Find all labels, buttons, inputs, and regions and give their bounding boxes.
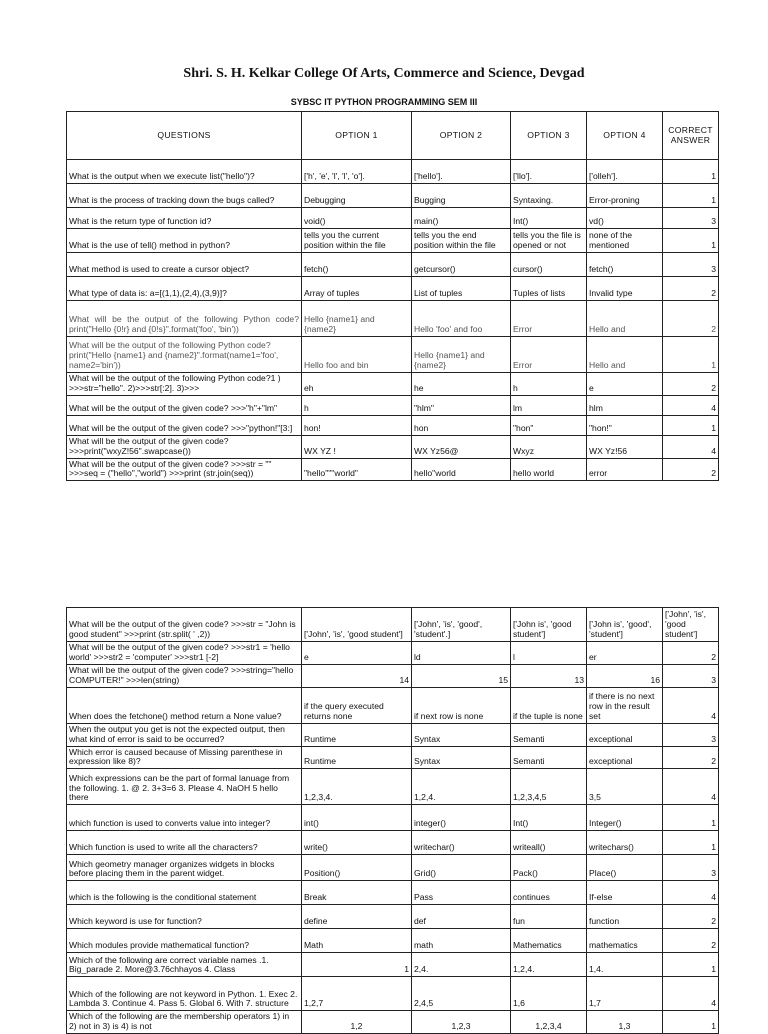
answer-cell: 3 (663, 664, 719, 687)
question-cell: What method is used to create a cursor object? (67, 253, 302, 277)
option3-cell: ['John is', 'good student'] (511, 608, 587, 642)
table-row (67, 160, 719, 184)
table-row (67, 337, 719, 373)
question-cell: What will be the output of the given code? >>>"python!"[3:] (67, 415, 302, 435)
option2-cell: Pass (412, 881, 511, 905)
table-row (67, 855, 719, 881)
option3-cell: 1,6 (511, 977, 587, 1011)
option1-cell: 1,2,3,4. (302, 769, 412, 805)
answer-cell: 2 (663, 642, 719, 665)
college-title: Shri. S. H. Kelkar College Of Arts, Commerce and Science, Devgad (183, 66, 585, 81)
answer-cell: 1 (663, 337, 719, 373)
option3-cell: hello world (511, 458, 587, 481)
option1-cell: WX YZ ! (302, 435, 412, 458)
table-row (67, 184, 719, 208)
option2-cell: Grid() (412, 855, 511, 881)
table-row (67, 953, 719, 977)
question-cell: When the output you get is not the expected output, then what kind of error is said to be occurred? (67, 723, 302, 746)
option1-cell: "hello"""world" (302, 458, 412, 481)
option1-cell: e (302, 642, 412, 665)
table-row (67, 208, 719, 229)
option1-cell: Break (302, 881, 412, 905)
option4-cell: Integer() (587, 805, 663, 831)
answer-cell: 2 (663, 905, 719, 929)
option4-cell: mathematics (587, 929, 663, 953)
answer-cell: 1 (663, 805, 719, 831)
option3-cell: writeall() (511, 831, 587, 855)
option3-cell: 1,2,4. (511, 953, 587, 977)
column-header-option2: OPTION 2 (412, 112, 511, 160)
question-cell: Which of the following are not keyword in Python. 1. Exec 2. Lambda 3. Continue 4. Pass 5. Global 6. With 7. structure (67, 977, 302, 1011)
option4-cell: 1,7 (587, 977, 663, 1011)
column-header-option1: OPTION 1 (302, 112, 412, 160)
option1-cell: Runtime (302, 723, 412, 746)
option4-cell: 16 (587, 664, 663, 687)
option2-cell: WX Yz56@ (412, 435, 511, 458)
option3-cell: 1,2,3,4 (511, 1011, 587, 1034)
question-cell: What will be the output of the given code? >>>print("wxyZ!56".swapcase()) (67, 435, 302, 458)
table-row (67, 253, 719, 277)
option4-cell: function (587, 905, 663, 929)
option1-cell: ['John', 'is', 'good student'] (302, 608, 412, 642)
option4-cell: ['John is', 'good', 'student'] (587, 608, 663, 642)
option4-cell: Hello and (587, 337, 663, 373)
option4-cell: fetch() (587, 253, 663, 277)
option2-cell: math (412, 929, 511, 953)
option2-cell: hon (412, 415, 511, 435)
option1-cell: define (302, 905, 412, 929)
paper-subtitle: SYBSC IT PYTHON PROGRAMMING SEM III (290, 97, 478, 107)
option3-cell: Int() (511, 805, 587, 831)
answer-cell: 1 (663, 160, 719, 184)
option3-cell: fun (511, 905, 587, 929)
option2-cell: ld (412, 642, 511, 665)
option3-cell: Tuples of lists (511, 277, 587, 301)
option4-cell: error (587, 458, 663, 481)
question-cell: Which keyword is use for function? (67, 905, 302, 929)
option3-cell: "hon" (511, 415, 587, 435)
option4-cell: hlm (587, 395, 663, 415)
option1-cell: 1,2,7 (302, 977, 412, 1011)
option3-cell: cursor() (511, 253, 587, 277)
option1-cell: eh (302, 373, 412, 396)
table-row (67, 805, 719, 831)
option3-cell: 13 (511, 664, 587, 687)
question-cell: Which expressions can be the part of formal lanuage from the following. 1. @ 2. 3+3=6 3. Please 4. NaOH 5 hello there (67, 769, 302, 805)
question-cell: What is the return type of function id? (67, 208, 302, 229)
question-cell: What is the output when we execute list("hello")? (67, 160, 302, 184)
option4-cell: If-else (587, 881, 663, 905)
option4-cell: if there is no next row in the result set (587, 687, 663, 723)
table-row (67, 435, 719, 458)
option1-cell: write() (302, 831, 412, 855)
option4-cell: Hello and (587, 301, 663, 337)
option2-cell: writechar() (412, 831, 511, 855)
table-row (67, 642, 719, 665)
table-row (67, 831, 719, 855)
answer-cell: 4 (663, 435, 719, 458)
answer-cell: 2 (663, 373, 719, 396)
option1-cell: Hello {name1} and {name2} (302, 301, 412, 337)
answer-cell: 3 (663, 723, 719, 746)
option4-cell: none of the mentioned (587, 229, 663, 253)
option4-cell: er (587, 642, 663, 665)
column-header-answer: CORRECT ANSWER (663, 112, 719, 160)
option1-cell: 14 (302, 664, 412, 687)
table-row (67, 1011, 719, 1034)
option2-cell: ['John', 'is', 'good', 'student'.] (412, 608, 511, 642)
option1-cell: 1,2 (302, 1011, 412, 1034)
answer-cell: 4 (663, 977, 719, 1011)
option2-cell: integer() (412, 805, 511, 831)
column-header-option3: OPTION 3 (511, 112, 587, 160)
answer-cell: 1 (663, 831, 719, 855)
table-row (67, 415, 719, 435)
option4-cell: "hon!" (587, 415, 663, 435)
answer-cell: 1 (663, 1011, 719, 1034)
option1-cell: Position() (302, 855, 412, 881)
table-header-row (67, 112, 719, 160)
option2-cell: List of tuples (412, 277, 511, 301)
option2-cell: tells you the end position within the file (412, 229, 511, 253)
option3-cell: Mathematics (511, 929, 587, 953)
option2-cell: def (412, 905, 511, 929)
option2-cell: 2,4. (412, 953, 511, 977)
question-cell: What will be the output of the given code? >>>str = "John is good student" >>>print (str.split( ' ,2)) (67, 608, 302, 642)
option3-cell: Syntaxing. (511, 184, 587, 208)
option1-cell: Hello foo and bin (302, 337, 412, 373)
option2-cell: main() (412, 208, 511, 229)
answer-cell: 1 (663, 415, 719, 435)
option3-cell: Semanti (511, 723, 587, 746)
option4-cell: Error-proning (587, 184, 663, 208)
option2-cell: Syntax (412, 746, 511, 769)
option4-cell: Place() (587, 855, 663, 881)
answer-cell: 3 (663, 253, 719, 277)
answer-cell: 1 (663, 229, 719, 253)
answer-cell: 4 (663, 687, 719, 723)
option4-cell: 3,5 (587, 769, 663, 805)
option2-cell: 1,2,4. (412, 769, 511, 805)
option3-cell: ['llo']. (511, 160, 587, 184)
option2-cell: Bugging (412, 184, 511, 208)
table-row (67, 929, 719, 953)
question-cell: When does the fetchone() method return a None value? (67, 687, 302, 723)
answer-cell: 1 (663, 184, 719, 208)
option2-cell: Syntax (412, 723, 511, 746)
option3-cell: Wxyz (511, 435, 587, 458)
option3-cell: if the tuple is none (511, 687, 587, 723)
option1-cell: 1 (302, 953, 412, 977)
option4-cell: e (587, 373, 663, 396)
table-row (67, 746, 719, 769)
table-row (67, 664, 719, 687)
answer-cell: 2 (663, 458, 719, 481)
answer-cell: 3 (663, 855, 719, 881)
option4-cell: vd() (587, 208, 663, 229)
option4-cell: 1,3 (587, 1011, 663, 1034)
table-row (67, 977, 719, 1011)
question-cell: What will be the output of the given code? >>>str = "" >>>seq = ("hello","world") >>>print (str.join(seq)) (67, 458, 302, 481)
table-row (67, 881, 719, 905)
question-cell: Which function is used to write all the characters? (67, 831, 302, 855)
option3-cell: h (511, 373, 587, 396)
option2-cell: 15 (412, 664, 511, 687)
option4-cell: writechars() (587, 831, 663, 855)
option2-cell: getcursor() (412, 253, 511, 277)
table-row (67, 301, 719, 337)
option3-cell: l (511, 642, 587, 665)
table-row (67, 395, 719, 415)
option3-cell: lm (511, 395, 587, 415)
option1-cell: void() (302, 208, 412, 229)
option3-cell: 1,2,3,4,5 (511, 769, 587, 805)
question-cell: What will be the output of the given code? >>>"h"+"lm" (67, 395, 302, 415)
table-row (67, 277, 719, 301)
option2-cell: he (412, 373, 511, 396)
answer-cell: 2 (663, 929, 719, 953)
table-row (67, 458, 719, 481)
question-cell: What will be the output of the given code? >>>string="hello COMPUTER!" >>>len(string) (67, 664, 302, 687)
option1-cell: Array of tuples (302, 277, 412, 301)
option2-cell: 1,2,3 (412, 1011, 511, 1034)
option1-cell: tells you the current position within the file (302, 229, 412, 253)
answer-cell: 2 (663, 301, 719, 337)
questions-table-2 (66, 607, 719, 1034)
option4-cell: 1,4. (587, 953, 663, 977)
column-header-option4: OPTION 4 (587, 112, 663, 160)
question-cell: which function is used to converts value into integer? (67, 805, 302, 831)
option2-cell: ['hello']. (412, 160, 511, 184)
option2-cell: hello"world (412, 458, 511, 481)
option4-cell: WX Yz!56 (587, 435, 663, 458)
option4-cell: exceptional (587, 723, 663, 746)
option2-cell: Hello {name1} and {name2} (412, 337, 511, 373)
question-cell: which is the following is the conditional statement (67, 881, 302, 905)
option3-cell: Error (511, 301, 587, 337)
answer-cell: 4 (663, 881, 719, 905)
question-cell: What will be the output of the following Python code? print("Hello {0!r} and {0!s}".format('foo', 'bin')) (67, 301, 302, 337)
question-cell: What is the process of tracking down the bugs called? (67, 184, 302, 208)
question-cell: Which of the following are the membership operators 1) in 2) not in 3) is 4) is not (67, 1011, 302, 1034)
question-cell: What is the use of tell() method in python? (67, 229, 302, 253)
option1-cell: h (302, 395, 412, 415)
option2-cell: Hello 'foo' and foo (412, 301, 511, 337)
question-cell: Which geometry manager organizes widgets in blocks before placing them in the parent widget. (67, 855, 302, 881)
answer-cell: 2 (663, 277, 719, 301)
question-cell: What will be the output of the given code? >>>str1 = 'hello world' >>>str2 = 'computer' >>>str1 [-2] (67, 642, 302, 665)
question-cell: Which modules provide mathematical function? (67, 929, 302, 953)
option3-cell: Semanti (511, 746, 587, 769)
option1-cell: int() (302, 805, 412, 831)
option1-cell: fetch() (302, 253, 412, 277)
option2-cell: "hlm" (412, 395, 511, 415)
option2-cell: 2,4,5 (412, 977, 511, 1011)
table-row (67, 769, 719, 805)
question-cell: What will be the output of the following Python code?1 ) >>>str="hello". 2)>>>str[:2]. 3)>>> (67, 373, 302, 396)
answer-cell: 4 (663, 395, 719, 415)
table-row (67, 229, 719, 253)
question-cell: Which error is caused because of Missing parenthese in expression like 8)? (67, 746, 302, 769)
question-cell: What will be the output of the following Python code? print("Hello {name1} and {name2}".format(name1='foo', name2='bin')) (67, 337, 302, 373)
answer-cell: ['John', 'is', 'good student'] (663, 608, 719, 642)
option4-cell: exceptional (587, 746, 663, 769)
table-row (67, 608, 719, 642)
option1-cell: Runtime (302, 746, 412, 769)
option3-cell: Error (511, 337, 587, 373)
question-cell: What type of data is: a=[(1,1),(2,4),(3,9)]? (67, 277, 302, 301)
option1-cell: hon! (302, 415, 412, 435)
answer-cell: 2 (663, 746, 719, 769)
option1-cell: if the query executed returns none (302, 687, 412, 723)
option4-cell: Invalid type (587, 277, 663, 301)
question-cell: Which of the following are correct variable names .1. Big_parade 2. More@3.76chhayos 4. Class (67, 953, 302, 977)
option3-cell: Pack() (511, 855, 587, 881)
questions-table-1 (66, 111, 719, 481)
option4-cell: ['olleh']. (587, 160, 663, 184)
option3-cell: continues (511, 881, 587, 905)
answer-cell: 3 (663, 208, 719, 229)
option1-cell: Debugging (302, 184, 412, 208)
answer-cell: 4 (663, 769, 719, 805)
table-row (67, 373, 719, 396)
table-row (67, 723, 719, 746)
table-row (67, 687, 719, 723)
answer-cell: 1 (663, 953, 719, 977)
option2-cell: if next row is none (412, 687, 511, 723)
option1-cell: Math (302, 929, 412, 953)
option3-cell: tells you the file is opened or not (511, 229, 587, 253)
option1-cell: ['h', 'e', 'l', 'l', 'o']. (302, 160, 412, 184)
column-header-questions: QUESTIONS (67, 112, 302, 160)
option3-cell: Int() (511, 208, 587, 229)
table-row (67, 905, 719, 929)
